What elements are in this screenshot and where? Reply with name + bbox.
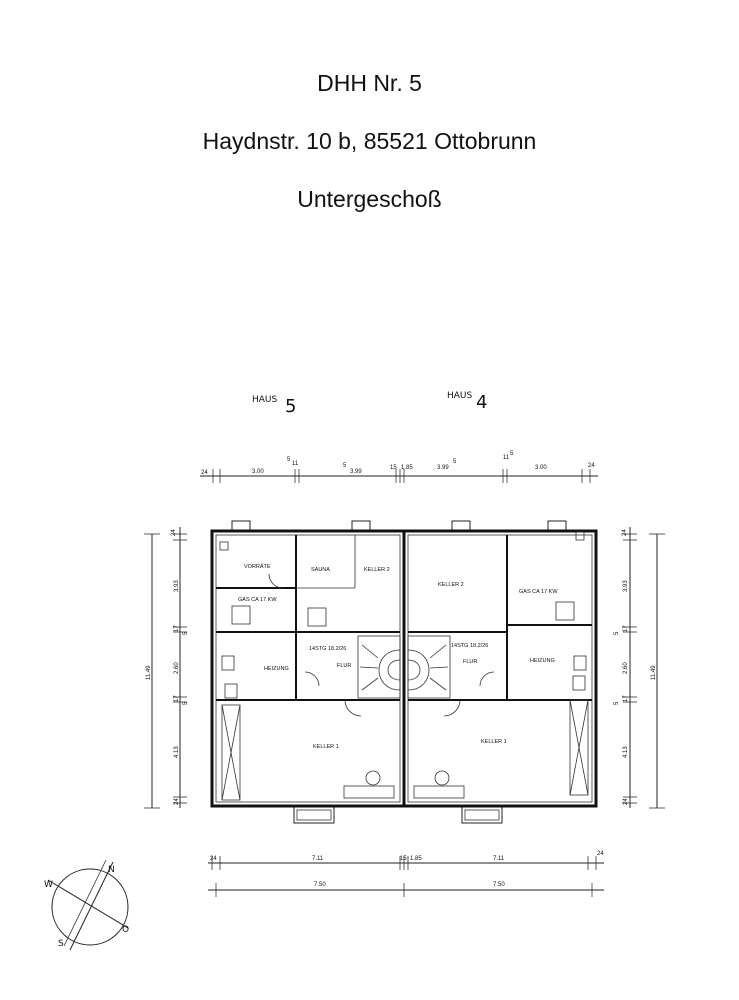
dim-top-5: 5 [343, 463, 347, 469]
dim-left-9: 24 [174, 798, 180, 805]
house-right-label: HAUS [447, 391, 473, 401]
dim-left-3: 17 [174, 625, 180, 632]
room-keller1-left: KELLER 1 [313, 744, 339, 750]
left-dimension-chain [144, 527, 189, 808]
stair-note-left: 14STG 18.2/26 [309, 646, 347, 652]
compass-east: O [122, 925, 130, 935]
dim-top-10: 5 [453, 459, 457, 465]
dim-left-5: 2.60 [174, 662, 180, 674]
dim-top-9: 3.99 [437, 465, 449, 471]
dim-top-13: 3.00 [535, 465, 547, 471]
dim-top-14: 24 [588, 463, 595, 469]
dim-top-1: 24 [201, 470, 208, 476]
dim-top-7: 15 [390, 465, 397, 471]
house-left-label: HAUS [252, 395, 278, 405]
compass-north: N [108, 865, 115, 875]
dim-right-8: 4.13 [623, 746, 629, 758]
compass-west: W [44, 880, 53, 890]
dim-left-7: 5 [183, 701, 189, 705]
dim-bottom-1: 24 [210, 856, 217, 862]
dim-bottom-5: 7.11 [493, 856, 505, 862]
floor-name: Untergeschoß [297, 186, 442, 212]
room-keller1-right: KELLER 1 [481, 739, 507, 745]
stairs-right [408, 636, 450, 698]
dim-right-6: 17 [623, 695, 629, 702]
right-dimension-chain [614, 527, 665, 808]
bottom-dimension-chains [208, 851, 604, 897]
house-right-number: 4 [476, 392, 488, 413]
dim-bottom-4: 1.85 [410, 856, 422, 862]
dim-left-6: 17 [174, 695, 180, 702]
dim-right-1: 24 [622, 529, 628, 536]
document-title: DHH Nr. 5 [317, 70, 422, 96]
dim-right-total: 11.49 [651, 665, 657, 680]
dim-bottom-total-right: 7.50 [493, 882, 505, 888]
dim-bottom-2: 7.11 [312, 856, 324, 862]
room-flur-right: FLUR [463, 659, 478, 665]
room-heizung-right: HEIZUNG [530, 658, 555, 664]
dim-right-3: 17 [623, 625, 629, 632]
dim-right-5: 2.60 [623, 662, 629, 674]
room-heizung-left: HEIZUNG [264, 666, 289, 672]
room-vorrate: VORRÄTE [244, 564, 271, 570]
dim-top-8: 1.85 [401, 465, 413, 471]
room-flur-left: FLUR [337, 663, 352, 669]
dim-top-12: 5 [510, 451, 514, 457]
room-gas-right: GAS CA 17 KW [519, 589, 558, 595]
house-left-number: 5 [285, 396, 297, 417]
dim-top-11: 11 [503, 455, 510, 461]
interior-walls-right [408, 535, 592, 716]
stairs-left [358, 636, 400, 698]
dim-right-7: 5 [614, 701, 620, 705]
dim-top-2: 3.00 [252, 469, 264, 475]
dim-top-4: 11 [292, 461, 299, 467]
dim-bottom-total-left: 7.50 [314, 882, 326, 888]
dim-bottom-6: 24 [597, 851, 604, 857]
dim-left-total: 11.49 [146, 665, 152, 680]
stair-note-right: 14STG 18.2/26 [451, 643, 489, 649]
dim-left-8: 4.13 [174, 746, 180, 758]
dim-left-2: 3.93 [174, 580, 180, 592]
compass-south: S [58, 939, 64, 949]
room-sauna: SAUNA [311, 567, 330, 573]
dim-right-4: 5 [614, 631, 620, 635]
dim-bottom-3: 15 [400, 856, 407, 862]
room-keller2-right: KELLER 2 [438, 582, 464, 588]
dim-top-6: 3.99 [350, 469, 362, 475]
room-gas-left: GAS CA 17 KW [238, 597, 277, 603]
room-keller2-left: KELLER 2 [364, 567, 390, 573]
dim-left-1: 24 [171, 529, 177, 536]
dim-right-2: 3.93 [623, 580, 629, 592]
dim-top-3: 5 [287, 457, 291, 463]
window-wells [232, 521, 566, 823]
dim-right-9: 24 [623, 798, 629, 805]
dim-left-4: 5 [183, 631, 189, 635]
top-dimension-chain [200, 451, 598, 483]
compass-rose [44, 860, 129, 950]
address-line: Haydnstr. 10 b, 85521 Ottobrunn [202, 128, 537, 154]
